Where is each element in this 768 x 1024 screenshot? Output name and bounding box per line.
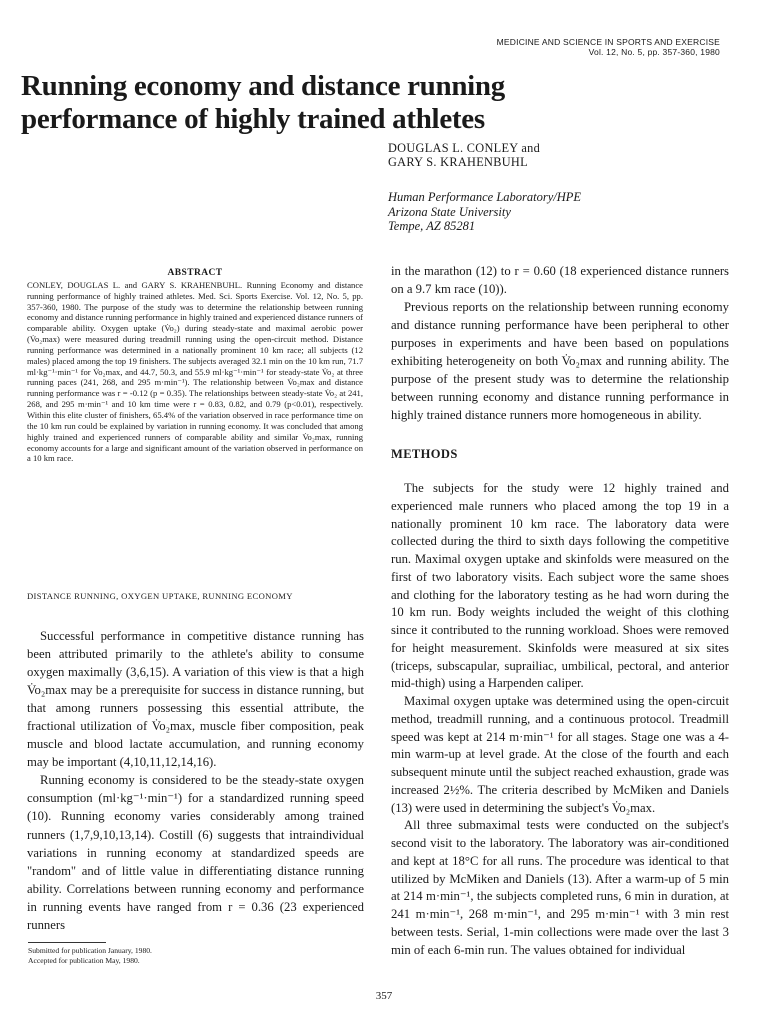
affiliation-line-3: Tempe, AZ 85281 xyxy=(388,219,476,233)
affiliation-line-2: Arizona State University xyxy=(388,204,511,219)
methods-heading: METHODS xyxy=(391,447,458,461)
footnote-submitted: Submitted for publication January, 1980. xyxy=(28,946,152,955)
intro-paragraph-1: Successful performance in competitive distance running has been attributed primarily to the athlete's ability to consume oxygen maximally (3,6,15). A variation of this view is that a high V̇o₂max may be a prerequisite for success in distance running, but that among runners possessing this essential attribute, the fractional utilization of V̇o₂max, muscle fiber composition, peak muscle and blood lactate accumulation, and running economy may be important (4,10,11,12,14,16). xyxy=(27,629,364,770)
intro-paragraph-2: Running economy is considered to be the steady-state oxygen consumption (ml·kg⁻¹·min⁻¹) for a standardized running speed (10). Running economy varies considerably among trained runners (1,7,9,10,13,14). Costill (6) suggests that intraindividual variations in running economy at standardized speeds are "random" and of little value in differentiating distance running ability. Correlations between running economy and performance in running events have ranged from r = 0.36 (23 experienced runners xyxy=(27,773,364,932)
footnote-accepted: Accepted for publication May, 1980. xyxy=(28,956,140,965)
article-title xyxy=(21,70,721,136)
journal-name: MEDICINE AND SCIENCE IN SPORTS AND EXERCISE xyxy=(496,37,720,47)
methods-paragraph-3: All three submaximal tests were conducted on the subject's second visit to the laboratory. The laboratory was air-conditioned and kept at 18°C for all runs. The procedure was identical to that utilized by McMiken and Daniels (13). After a warm-up of 5 min at 214 m·min⁻¹, the subjects completed runs, 6 min in duration, at 241 m·min⁻¹, 268 m·min⁻¹, and 295 m·min⁻¹ with 3 min rest between tests. Serial, 1-min collections were made over the last 3 min of each 6-min run. The values obtained for individual xyxy=(391,818,729,957)
journal-header xyxy=(497,37,720,57)
footnote-divider xyxy=(28,942,106,943)
page-number: 357 xyxy=(375,990,393,1002)
intro-paragraph-3: in the marathon (12) to r = 0.60 (18 experienced distance runners on a 9.7 km race (10)). xyxy=(391,264,729,296)
title-line-2: performance of highly trained athletes xyxy=(21,103,485,135)
affiliation-line-1: Human Performance Laboratory/HPE xyxy=(388,190,582,204)
authors-block xyxy=(388,141,748,234)
keywords: DISTANCE RUNNING, OXYGEN UPTAKE, RUNNING ECONOMY xyxy=(27,591,293,601)
introduction-right-column xyxy=(391,262,729,424)
intro-paragraph-4: Previous reports on the relationship between running economy and distance running performance have been peripheral to other purposes in experiments and have been based on populations exhibiting heterogeneity on both V̇o₂max and running ability. The purpose of the present study was to determine the relationship between running economy and distance running performance in highly trained distance runners more homogeneous in ability. xyxy=(391,300,729,422)
title-line-1: Running economy and distance running xyxy=(21,70,505,102)
author-line-2: GARY S. KRAHENBUHL xyxy=(388,155,528,169)
abstract-heading: ABSTRACT xyxy=(167,268,223,278)
methods-paragraph-1: The subjects for the study were 12 highly trained and experienced male runners who placed among the top 19 in a nationally prominent 10 km race. The laboratory data were collected during the third to sixth days following the competitive run. Maximal oxygen uptake and skinfolds were measured on the first of two laboratory visits. Each subject wore the same shoes and clothing for the laboratory testing as he had worn during the 10 km run. Body weights included the weight of this clothing since it contributed to the running workload. Shoes were removed for height measurement. Skinfolds were measured at six sites (triceps, subscapular, suprailiac, umbilical, pectoral, and anterior mid-thigh) using a Harpenden caliper. xyxy=(391,481,729,691)
author-line-1: DOUGLAS L. CONLEY and xyxy=(388,141,541,155)
introduction-left-column xyxy=(27,627,364,934)
abstract xyxy=(27,268,363,464)
journal-citation: Vol. 12, No. 5, pp. 357-360, 1980 xyxy=(588,47,720,57)
affiliation xyxy=(388,190,748,234)
footnotes xyxy=(28,946,328,966)
methods-section xyxy=(391,480,729,959)
abstract-text: CONLEY, DOUGLAS L. and GARY S. KRAHENBUHL. Running Economy and distance running performance of highly trained athletes. Med. Sci. Sports Exercise. Vol. 12, No. 5, pp. 357-360, 1980. The purpose of the study was to determine the relationship between running economy and distance running performance in highly trained and experienced distance runners of comparable ability. Oxygen uptake (V̇o₂) during steady-state and maximal aerobic power (V̇o₂max) were measured during treadmill running using the open-circuit method. Distance running performance was determined in a nationally prominent 10 km race; all subjects (12 males) placed among the top 19 finishers. The subjects averaged 32.1 min on the 10 km run, 71.7 ml·kg⁻¹·min⁻¹ for V̇o₂max, and 44.7, 50.3, and 55.9 ml·kg⁻¹·min⁻¹ for steady-state V̇o₂ at three running paces (241, 268, and 295 m·min⁻¹). The relationship between V̇o₂max and distance running performance was r = -0.12 (p = 0.35). The relationships between steady-state V̇o₂ at 241, 268, and 295 m·min⁻¹ and 10 km time were r = 0.83, 0.82, and 0.79 (p<0.01), respectively. Within this elite cluster of finishers, 65.4% of the variation observed in race performance time on the 10 km run could be explained by variation in running economy. It was concluded that among highly trained and experienced runners of comparable ability and similar V̇o₂max, running economy accounts for a large and significant amount of the variation observed in performance on a 10 km race. xyxy=(27,279,363,464)
methods-paragraph-2: Maximal oxygen uptake was determined using the open-circuit method, treadmill running, and a continuous protocol. Treadmill speed was kept at 214 m·min⁻¹ for all stages. Stage one was a 4-min warm-up at level grade. At the close of the fourth and each subsequent minute until the subject reached exhaustion, grade was increased 2½%. The criteria described by McMiken and Daniels (13) were used in determining the subject's V̇o₂max. xyxy=(391,694,729,815)
